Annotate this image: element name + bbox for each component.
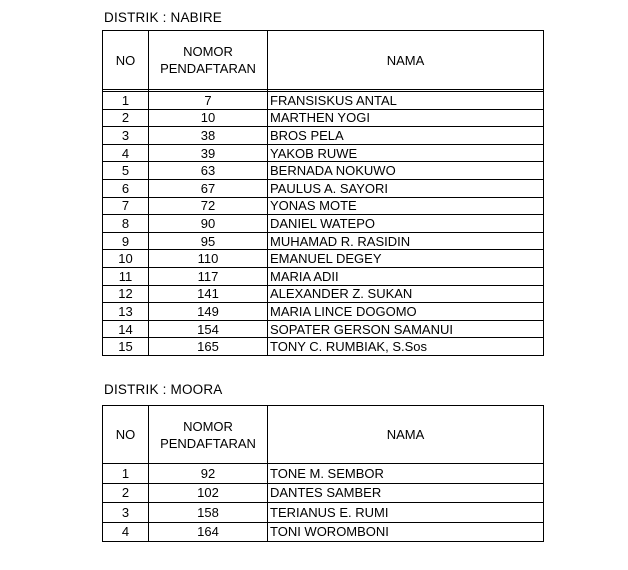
header-registration-line2: PENDAFTARAN <box>160 61 256 76</box>
row-no: 3 <box>103 127 149 145</box>
row-registration-number: 7 <box>149 92 268 110</box>
row-name: TONE M. SEMBOR <box>268 464 544 484</box>
table-row <box>103 303 544 321</box>
table-row <box>103 522 544 542</box>
row-registration-number: 90 <box>149 215 268 233</box>
row-registration-number: 95 <box>149 232 268 250</box>
table-row <box>103 215 544 233</box>
table-row <box>103 320 544 338</box>
row-no: 8 <box>103 215 149 233</box>
row-no: 15 <box>103 338 149 356</box>
row-no: 1 <box>103 464 149 484</box>
table-row <box>103 250 544 268</box>
row-no: 9 <box>103 232 149 250</box>
row-no: 5 <box>103 162 149 180</box>
table-row <box>103 179 544 197</box>
row-name: EMANUEL DEGEY <box>268 250 544 268</box>
row-name: YONAS MOTE <box>268 197 544 215</box>
row-registration-number: 164 <box>149 522 268 542</box>
header-name: NAMA <box>268 31 544 90</box>
row-registration-number: 39 <box>149 144 268 162</box>
row-name: BERNADA NOKUWO <box>268 162 544 180</box>
row-registration-number: 154 <box>149 320 268 338</box>
row-name: ALEXANDER Z. SUKAN <box>268 285 544 303</box>
row-name: SOPATER GERSON SAMANUI <box>268 320 544 338</box>
row-name: MUHAMAD R. RASIDIN <box>268 232 544 250</box>
row-registration-number: 141 <box>149 285 268 303</box>
row-name: BROS PELA <box>268 127 544 145</box>
header-name: NAMA <box>268 406 544 464</box>
table-row <box>103 338 544 356</box>
row-no: 12 <box>103 285 149 303</box>
row-name: DANIEL WATEPO <box>268 215 544 233</box>
row-name: TERIANUS E. RUMI <box>268 503 544 523</box>
row-registration-number: 10 <box>149 109 268 127</box>
table-row <box>103 109 544 127</box>
row-no: 3 <box>103 503 149 523</box>
table-row <box>103 127 544 145</box>
row-registration-number: 110 <box>149 250 268 268</box>
row-name: TONI WOROMBONI <box>268 522 544 542</box>
row-name: MARIA ADII <box>268 267 544 285</box>
row-name: YAKOB RUWE <box>268 144 544 162</box>
header-registration-line2: PENDAFTARAN <box>160 435 256 451</box>
row-registration-number: 149 <box>149 303 268 321</box>
table-row <box>103 464 544 484</box>
header-registration-number <box>149 31 268 90</box>
row-registration-number: 38 <box>149 127 268 145</box>
table-row <box>103 197 544 215</box>
row-no: 4 <box>103 144 149 162</box>
row-registration-number: 165 <box>149 338 268 356</box>
row-name: TONY C. RUMBIAK, S.Sos <box>268 338 544 356</box>
header-registration-number <box>149 406 268 464</box>
table-row <box>103 92 544 110</box>
header-registration-line1: NOMOR <box>183 44 233 59</box>
section-title-moora: DISTRIK : MOORA <box>104 382 223 397</box>
row-registration-number: 67 <box>149 179 268 197</box>
row-registration-number: 158 <box>149 503 268 523</box>
row-registration-number: 117 <box>149 267 268 285</box>
table-nabire <box>102 30 544 356</box>
row-name: MARTHEN YOGI <box>268 109 544 127</box>
row-no: 2 <box>103 483 149 503</box>
table-row <box>103 503 544 523</box>
table-row <box>103 232 544 250</box>
table-row <box>103 267 544 285</box>
row-no: 7 <box>103 197 149 215</box>
header-registration-line1: NOMOR <box>183 418 233 434</box>
row-no: 1 <box>103 92 149 110</box>
row-no: 13 <box>103 303 149 321</box>
row-no: 6 <box>103 179 149 197</box>
row-name: PAULUS A. SAYORI <box>268 179 544 197</box>
table-header-row <box>103 406 544 464</box>
row-no: 11 <box>103 267 149 285</box>
row-registration-number: 72 <box>149 197 268 215</box>
row-no: 4 <box>103 522 149 542</box>
row-name: FRANSISKUS ANTAL <box>268 92 544 110</box>
row-registration-number: 92 <box>149 464 268 484</box>
table-row <box>103 285 544 303</box>
header-no: NO <box>103 406 149 464</box>
table-row <box>103 162 544 180</box>
table-row <box>103 483 544 503</box>
row-no: 2 <box>103 109 149 127</box>
table-header-row <box>103 31 544 90</box>
section-title-nabire: DISTRIK : NABIRE <box>104 10 222 25</box>
row-name: DANTES SAMBER <box>268 483 544 503</box>
table-row <box>103 144 544 162</box>
table-moora <box>102 405 544 542</box>
row-registration-number: 63 <box>149 162 268 180</box>
row-no: 14 <box>103 320 149 338</box>
row-registration-number: 102 <box>149 483 268 503</box>
header-no: NO <box>103 31 149 90</box>
row-name: MARIA LINCE DOGOMO <box>268 303 544 321</box>
row-no: 10 <box>103 250 149 268</box>
